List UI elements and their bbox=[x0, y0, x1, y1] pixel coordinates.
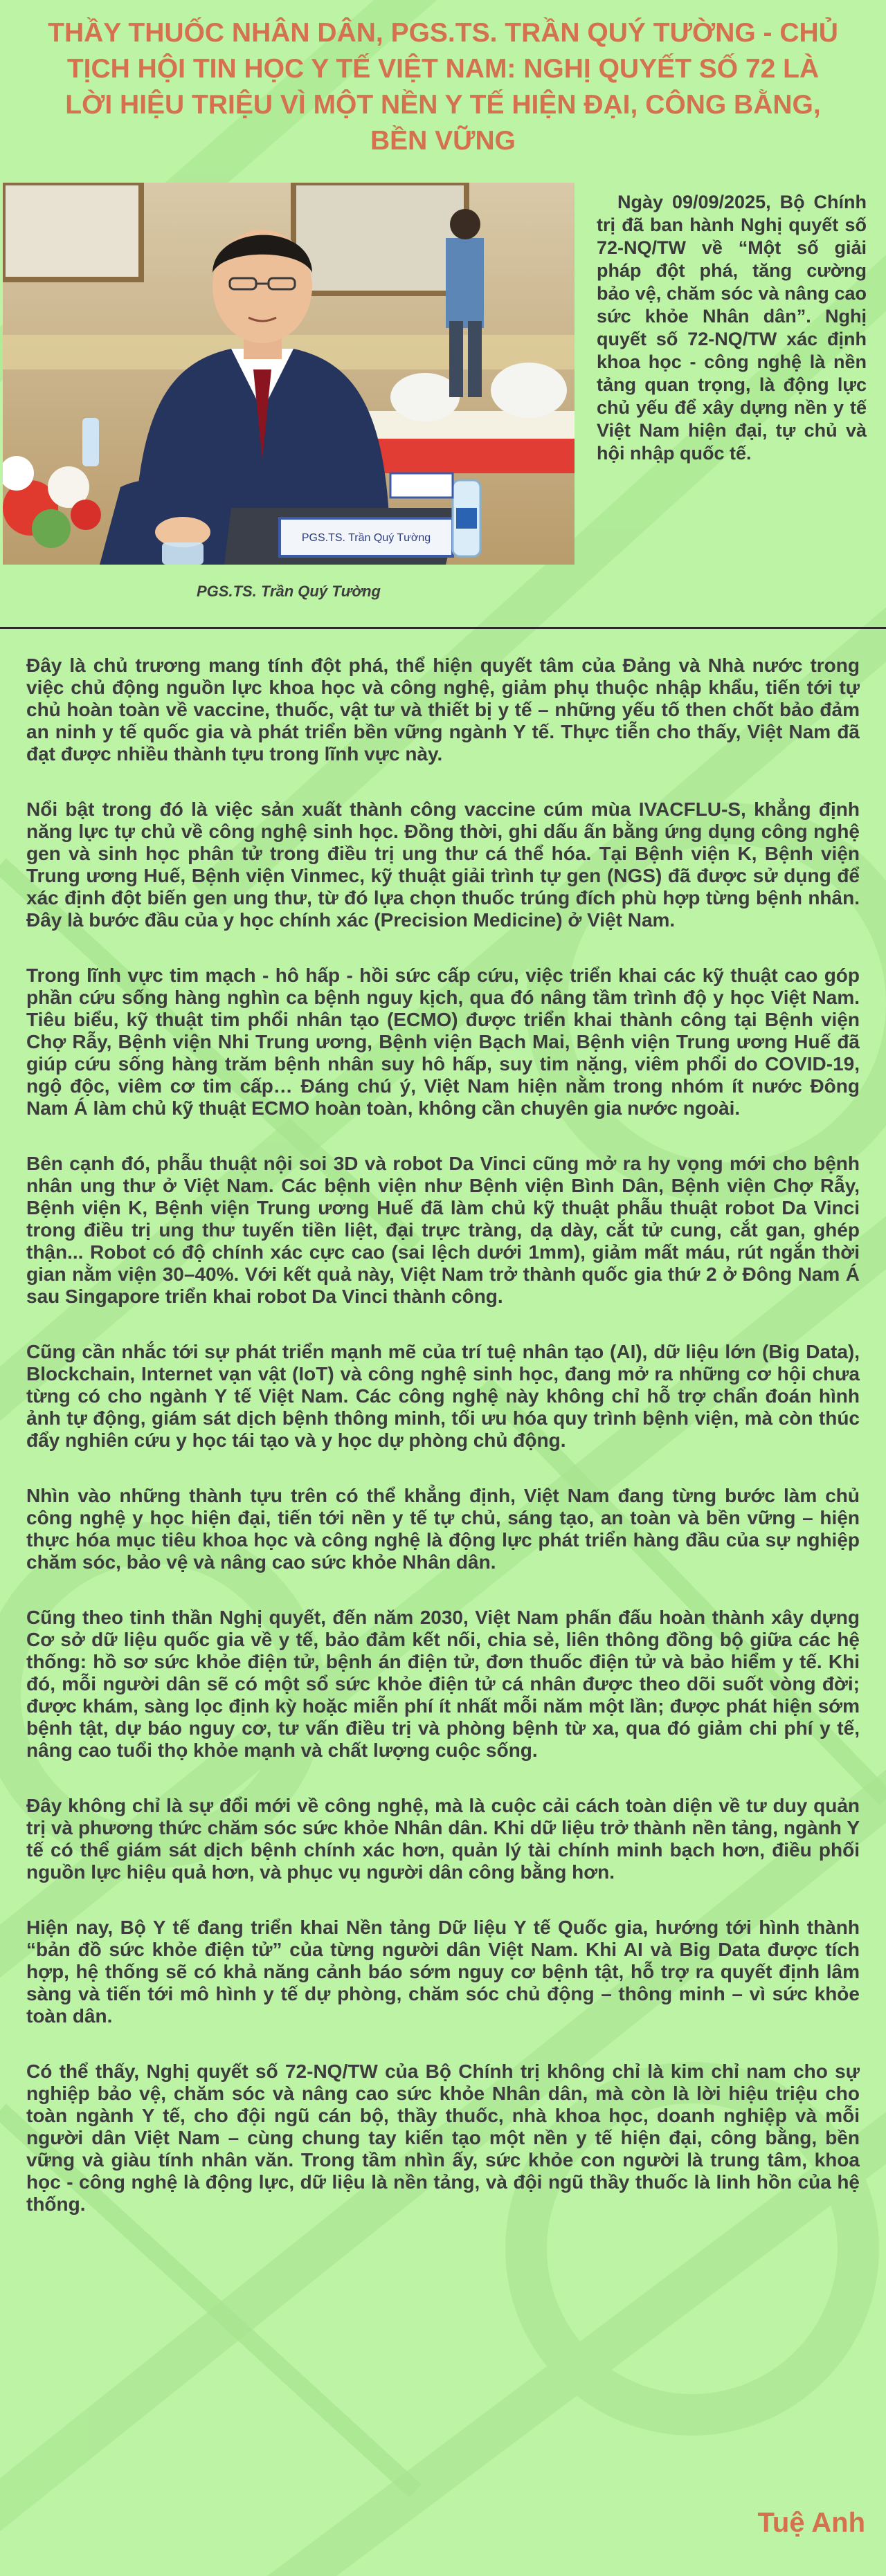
paragraph-7: Cũng theo tinh thần Nghị quyết, đến năm 2030, Việt Nam phấn đấu hoàn thành xây dựng Cơ sở dữ liệu quốc gia về y tế, bảo đảm kết nối, chia sẻ, liên thông đồng bộ giữa các hệ thống: hồ sơ sức khỏe điện tử, bệnh án điện tử, đơn thuốc điện tử và bảo hiểm y tế. Khi đó, mỗi người dân sẽ có một sổ sức khỏe điện tử cá nhân được theo dõi suốt vòng đời; được khám, sàng lọc định kỳ hoặc miễn phí ít nhất mỗi năm một lần; được phát hiện sớm bệnh tật, dự báo nguy cơ, tư vấn điều trị và phòng bệnh từ xa, qua đó giảm chi phí y tế, nâng cao tuổi thọ khỏe mạnh và chất lượng cuộc sống. bbox=[26, 1607, 860, 1761]
paragraph-1: Đây là chủ trương mang tính đột phá, thể hiện quyết tâm của Đảng và Nhà nước trong việc chủ động nguồn lực khoa học và công nghệ, giảm phụ thuộc nhập khẩu, tiến tới tự chủ hoàn toàn về vaccine, thuốc, vật tư và thiết bị y tế – những yếu tố then chốt bảo đảm an ninh y tế quốc gia và phát triển bền vững ngành Y tế. Thực tiễn cho thấy, Việt Nam đã đạt được nhiều thành tựu trong lĩnh vực này. bbox=[26, 655, 860, 765]
article-title: THẦY THUỐC NHÂN DÂN, PGS.TS. TRẦN QUÝ TƯỜNG - CHỦ TỊCH HỘI TIN HỌC Y TẾ VIỆT NAM: NGHỊ QUYẾT SỐ 72 LÀ LỜI HIỆU TRIỆU VÌ MỘT NỀN Y TẾ HIỆN ĐẠI, CÔNG BẰNG, BỀN VỮNG bbox=[48, 18, 838, 156]
paragraph-6: Nhìn vào những thành tựu trên có thể khẳng định, Việt Nam đang từng bước làm chủ công nghệ y học hiện đại, tiến tới nền y tế tự chủ, sáng tạo, an toàn và bền vững – hiện thực hóa mục tiêu khoa học và công nghệ là động lực phát triển hàng đầu của sự nghiệp chăm sóc, bảo vệ và nâng cao sức khỏe Nhân dân. bbox=[26, 1485, 860, 1573]
section-divider bbox=[0, 627, 886, 629]
paragraph-9: Hiện nay, Bộ Y tế đang triển khai Nền tảng Dữ liệu Y tế Quốc gia, hướng tới hình thành “bản đồ sức khỏe điện tử” của từng người dân Việt Nam. Khi AI và Big Data được tích hợp, hệ thống sẽ có khả năng cảnh báo sớm nguy cơ bệnh tật, hỗ trợ ra quyết định lâm sàng và tiến tới mô hình y tế dự phòng, chăm sóc chủ động – thông minh – vì sức khỏe toàn dân. bbox=[26, 1917, 860, 2027]
paragraph-4: Bên cạnh đó, phẫu thuật nội soi 3D và robot Da Vinci cũng mở ra hy vọng mới cho bệnh nhân ung thư ở Việt Nam. Các bệnh viện như Bệnh viện Bình Dân, Bệnh viện Chợ Rẫy, Bệnh viện K, Bệnh viện Trung ương Huế đã làm chủ kỹ thuật phẫu thuật robot Da Vinci trong điều trị ung thư tuyến tiền liệt, đại trực tràng, dạ dày, cắt tử cung, cắt gan, ghép thận... Robot có độ chính xác cực cao (sai lệch dưới 1mm), giảm mất máu, rút ngắn thời gian nằm viện 30–40%. Với kết quả này, Việt Nam trở thành quốc gia thứ 2 ở Đông Nam Á sau Singapore triển khai robot Da Vinci thành công. bbox=[26, 1153, 860, 1307]
paragraph-10: Có thể thấy, Nghị quyết số 72-NQ/TW của Bộ Chính trị không chỉ là kim chỉ nam cho sự nghiệp bảo vệ, chăm sóc và nâng cao sức khỏe Nhân dân, mà còn là lời hiệu triệu cho toàn ngành Y tế, cho đội ngũ cán bộ, thầy thuốc, nhà khoa học, doanh nghiệp và mỗi người dân Việt Nam – cùng chung tay kiến tạo một nền y tế hiện đại, công bằng, bền vững và giàu tính nhân văn. Trong tầm nhìn ấy, sức khỏe con người là trung tâm, khoa học - công nghệ là động lực, dữ liệu là nền tảng, và đội ngũ thầy thuốc là linh hồn của hệ thống. bbox=[26, 2061, 860, 2215]
paragraph-2: Nổi bật trong đó là việc sản xuất thành công vaccine cúm mùa IVACFLU-S, khẳng định năng lực tự chủ về công nghệ sinh học. Đồng thời, ghi dấu ấn bằng ứng dụng công nghệ gen và sinh học phân tử trong điều trị ung thư cá thể hóa. Tại Bệnh viện K, Bệnh viện Trung ương Huế, Bệnh viện Vinmec, kỹ thuật giải trình tự gen (NGS) đã được sử dụng để xác định đột biến gen ung thư, từ đó lựa chọn thuốc trúng đích phù hợp từng bệnh nhân. Đây là bước đầu của y học chính xác (Precision Medicine) ở Việt Nam. bbox=[26, 798, 860, 931]
article-body bbox=[26, 655, 860, 2249]
article-lead: Ngày 09/09/2025, Bộ Chính trị đã ban hành Nghị quyết số 72-NQ/TW về “Một số giải pháp đột phá, tăng cường bảo vệ, chăm sóc và nâng cao sức khỏe Nhân dân”. Nghị quyết số 72-NQ/TW xác định khoa học - công nghệ là nền tảng quan trọng, là động lực chủ yếu để xây dựng nền y tế Việt Nam hiện đại, tự chủ và hội nhập quốc tế. bbox=[597, 192, 867, 464]
nameplate-text: PGS.TS. Trần Quý Tường bbox=[301, 532, 431, 544]
paragraph-3: Trong lĩnh vực tim mạch - hô hấp - hồi sức cấp cứu, việc triển khai các kỹ thuật cao góp phần cứu sống hàng nghìn ca bệnh nguy kịch, qua đó nâng tầm trình độ y học Việt Nam. Tiêu biểu, kỹ thuật tim phổi nhân tạo (ECMO) được triển khai thành công tại Bệnh viện Chợ Rẫy, Bệnh viện Nhi Trung ương, Bệnh viện Bạch Mai, Bệnh viện Trung ương Huế đã giúp cứu sống hàng trăm bệnh nhân suy hô hấp, suy tim nặng, viêm phổi do COVID-19, ngộ độc, viêm cơ tim cấp… Đáng chú ý, Việt Nam hiện nằm trong nhóm ít nước Đông Nam Á làm chủ kỹ thuật ECMO hoàn toàn, không cần chuyên gia nước ngoài. bbox=[26, 965, 860, 1119]
photo-caption: PGS.TS. Trần Quý Tường bbox=[197, 583, 381, 600]
paragraph-5: Cũng cần nhắc tới sự phát triển mạnh mẽ của trí tuệ nhân tạo (AI), dữ liệu lớn (Big Data), Blockchain, Internet vạn vật (IoT) và công nghệ sinh học, đang mở ra những cơ hội chưa từng có cho ngành Y tế Việt Nam. Các công nghệ này không chỉ hỗ trợ chẩn đoán hình ảnh tự động, giám sát dịch bệnh thông minh, tối ưu hóa quy trình bệnh viện, mà còn thúc đẩy nghiên cứu y học tái tạo và y học dự phòng chủ động. bbox=[26, 1341, 860, 1451]
portrait-photo bbox=[3, 183, 575, 565]
paragraph-8: Đây không chỉ là sự đổi mới về công nghệ, mà là cuộc cải cách toàn diện về tư duy quản trị và phương thức chăm sóc sức khỏe Nhân dân. Khi dữ liệu trở thành nền tảng, ngành Y tế có thể giám sát dịch bệnh chính xác hơn, quản lý tài chính minh bạch hơn, điều phối nguồn lực hiệu quả hơn, và phục vụ người dân công bằng hơn. bbox=[26, 1795, 860, 1883]
author-byline: Tuệ Anh bbox=[757, 2508, 865, 2538]
